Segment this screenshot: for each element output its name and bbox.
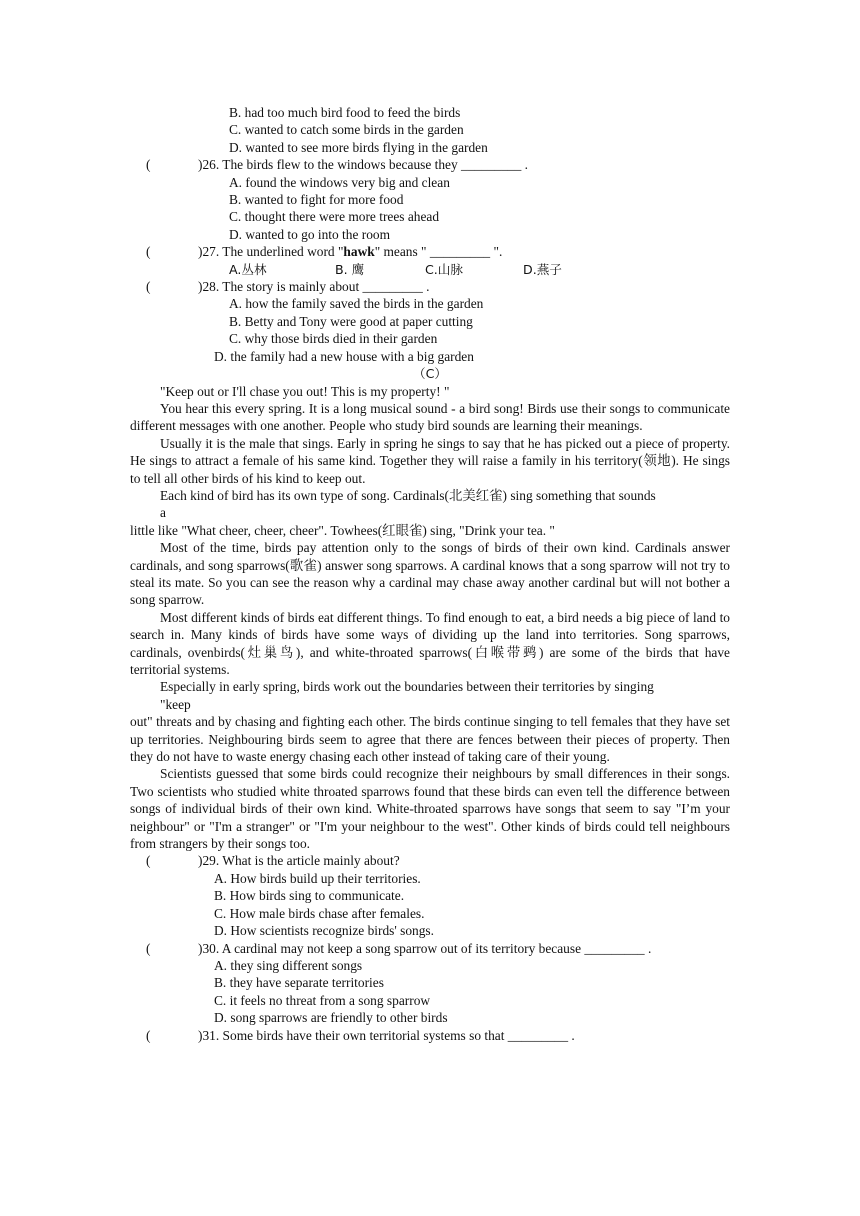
answer-bracket[interactable]: ( (146, 1027, 151, 1043)
q25-option-c: C. wanted to catch some birds in the garden (229, 122, 464, 138)
q29-option-b: B. How birds sing to communicate. (214, 888, 405, 904)
q27-text-post: " means " _________ ". (374, 244, 503, 260)
q30-text: )30. A cardinal may not keep a song sparrow out of its territory because _________ . (198, 940, 652, 956)
q27-option-d: D.燕子 (523, 261, 562, 277)
q27-option-c: C.山脉 (425, 261, 463, 277)
passage-paragraph-7-rest: out" threats and by chasing and fighting each other. The birds continue singing to tell females that they have set up territories. Neighbouring birds seem to agree that there are fences between their pieces of property. Then they do not have to waste energy chasing each other instead of taking care of their young. (130, 714, 730, 765)
q29-option-c: C. How male birds chase after females. (214, 905, 425, 921)
section-c-heading: （C） (413, 366, 447, 382)
q27-choices (130, 261, 730, 278)
q29-option-a: A. How birds build up their territories. (214, 870, 421, 886)
q28-option-d: D. the family had a new house with a big garden (214, 348, 474, 364)
passage-paragraph-7-wrap: "keep (160, 696, 191, 712)
q27-text-pre: )27. The underlined word " (198, 244, 344, 260)
q26-option-c: C. thought there were more trees ahead (229, 209, 440, 225)
q26-stem (130, 156, 730, 173)
q30-option-b: B. they have separate territories (214, 975, 384, 991)
q27-stem (130, 243, 730, 260)
answer-bracket[interactable]: ( (146, 853, 151, 869)
q28-option-c: C. why those birds died in their garden (229, 331, 438, 347)
passage-paragraph-6: Most different kinds of birds eat different things. To find enough to eat, a bird needs a big piece of land to search in. Many kinds of birds have some ways of dividing up the land into territories. Song sparrows, cardinals, ovenbirds(灶巢鸟), and white-throated sparrows(白喉带鹀) are some of the birds that have territorial systems. (130, 609, 730, 677)
q30-option-d: D. song sparrows are friendly to other birds (214, 1010, 448, 1026)
passage-paragraph-3: Usually it is the male that sings. Early in spring he sings to say that he has picked out a piece of property. He sings to attract a female of his same kind. Together they will raise a family in his territory(领地). He sings to tell all other birds of his kind to keep out. (130, 435, 730, 486)
q29-stem (130, 852, 730, 869)
q26-option-b: B. wanted to fight for more food (229, 192, 404, 208)
passage-paragraph-4-line-1: Each kind of bird has its own type of song. Cardinals(北美红雀) sing something that sounds (160, 487, 656, 503)
answer-bracket[interactable]: ( (146, 244, 151, 260)
q26-option-d: D. wanted to go into the room (229, 226, 391, 242)
q25-option-d: D. wanted to see more birds flying in the garden (229, 139, 488, 155)
passage-paragraph-4-wrap: a (160, 505, 166, 521)
q29-option-d: D. How scientists recognize birds' songs. (214, 923, 434, 939)
passage-paragraph-2: You hear this every spring. It is a long musical sound - a bird song! Birds use their songs to communicate different messages with one another. People who study bird sounds are learning their meanings. (130, 400, 730, 434)
q27-option-b: B. 鹰 (335, 261, 365, 277)
q30-option-a: A. they sing different songs (214, 957, 363, 973)
q28-option-a: A. how the family saved the birds in the garden (229, 296, 484, 312)
q28-stem (130, 278, 730, 295)
q26-option-a: A. found the windows very big and clean (229, 174, 450, 190)
answer-bracket[interactable]: ( (146, 940, 151, 956)
passage-paragraph-7-line-1: Especially in early spring, birds work out the boundaries between their territories by singing (160, 679, 654, 695)
q29-text: )29. What is the article mainly about? (198, 853, 400, 869)
q28-text: )28. The story is mainly about _________ . (198, 279, 430, 295)
passage-paragraph-4-line-2: little like "What cheer, cheer, cheer". Towhees(红眼雀) sing, "Drink your tea. " (130, 522, 555, 538)
q27-text (198, 243, 502, 260)
q26-text: )26. The birds flew to the windows because they _________ . (198, 157, 528, 173)
passage-paragraph-8: Scientists guessed that some birds could recognize their neighbours by small differences in their songs. Two scientists who studied white throated sparrows found that these birds can even tell the difference between songs of individual birds of their own kind. White-throated sparrows have songs that seem to say "I’m your neighbour" or "I'm a stranger" or "I'm your neighbour to the west". Other kinds of birds could tell neighbours from strangers by their songs too. (130, 766, 730, 852)
q30-option-c: C. it feels no threat from a song sparrow (214, 992, 431, 1008)
q30-stem (130, 940, 730, 957)
q27-option-a: A.丛林 (229, 261, 267, 277)
q28-option-b: B. Betty and Tony were good at paper cutting (229, 313, 473, 329)
exam-page (130, 104, 730, 1044)
q31-text: )31. Some birds have their own territorial systems so that _________ . (198, 1027, 575, 1043)
answer-bracket[interactable]: ( (146, 279, 151, 295)
passage-paragraph-1: "Keep out or I'll chase you out! This is my property! " (160, 383, 450, 399)
q25-option-b: B. had too much bird food to feed the birds (229, 105, 461, 120)
passage-paragraph-5: Most of the time, birds pay attention only to the songs of birds of their own kind. Cardinals answer cardinals, and song sparrows(歌雀) answer song sparrows. A cardinal knows that a song sparrow will not try to steal its mate. So you can see the reason why a cardinal may chase away another cardinal but will not bother a song sparrow. (130, 540, 730, 608)
answer-bracket[interactable]: ( (146, 157, 151, 173)
q27-keyword: hawk (343, 244, 375, 260)
q31-stem (130, 1027, 730, 1044)
